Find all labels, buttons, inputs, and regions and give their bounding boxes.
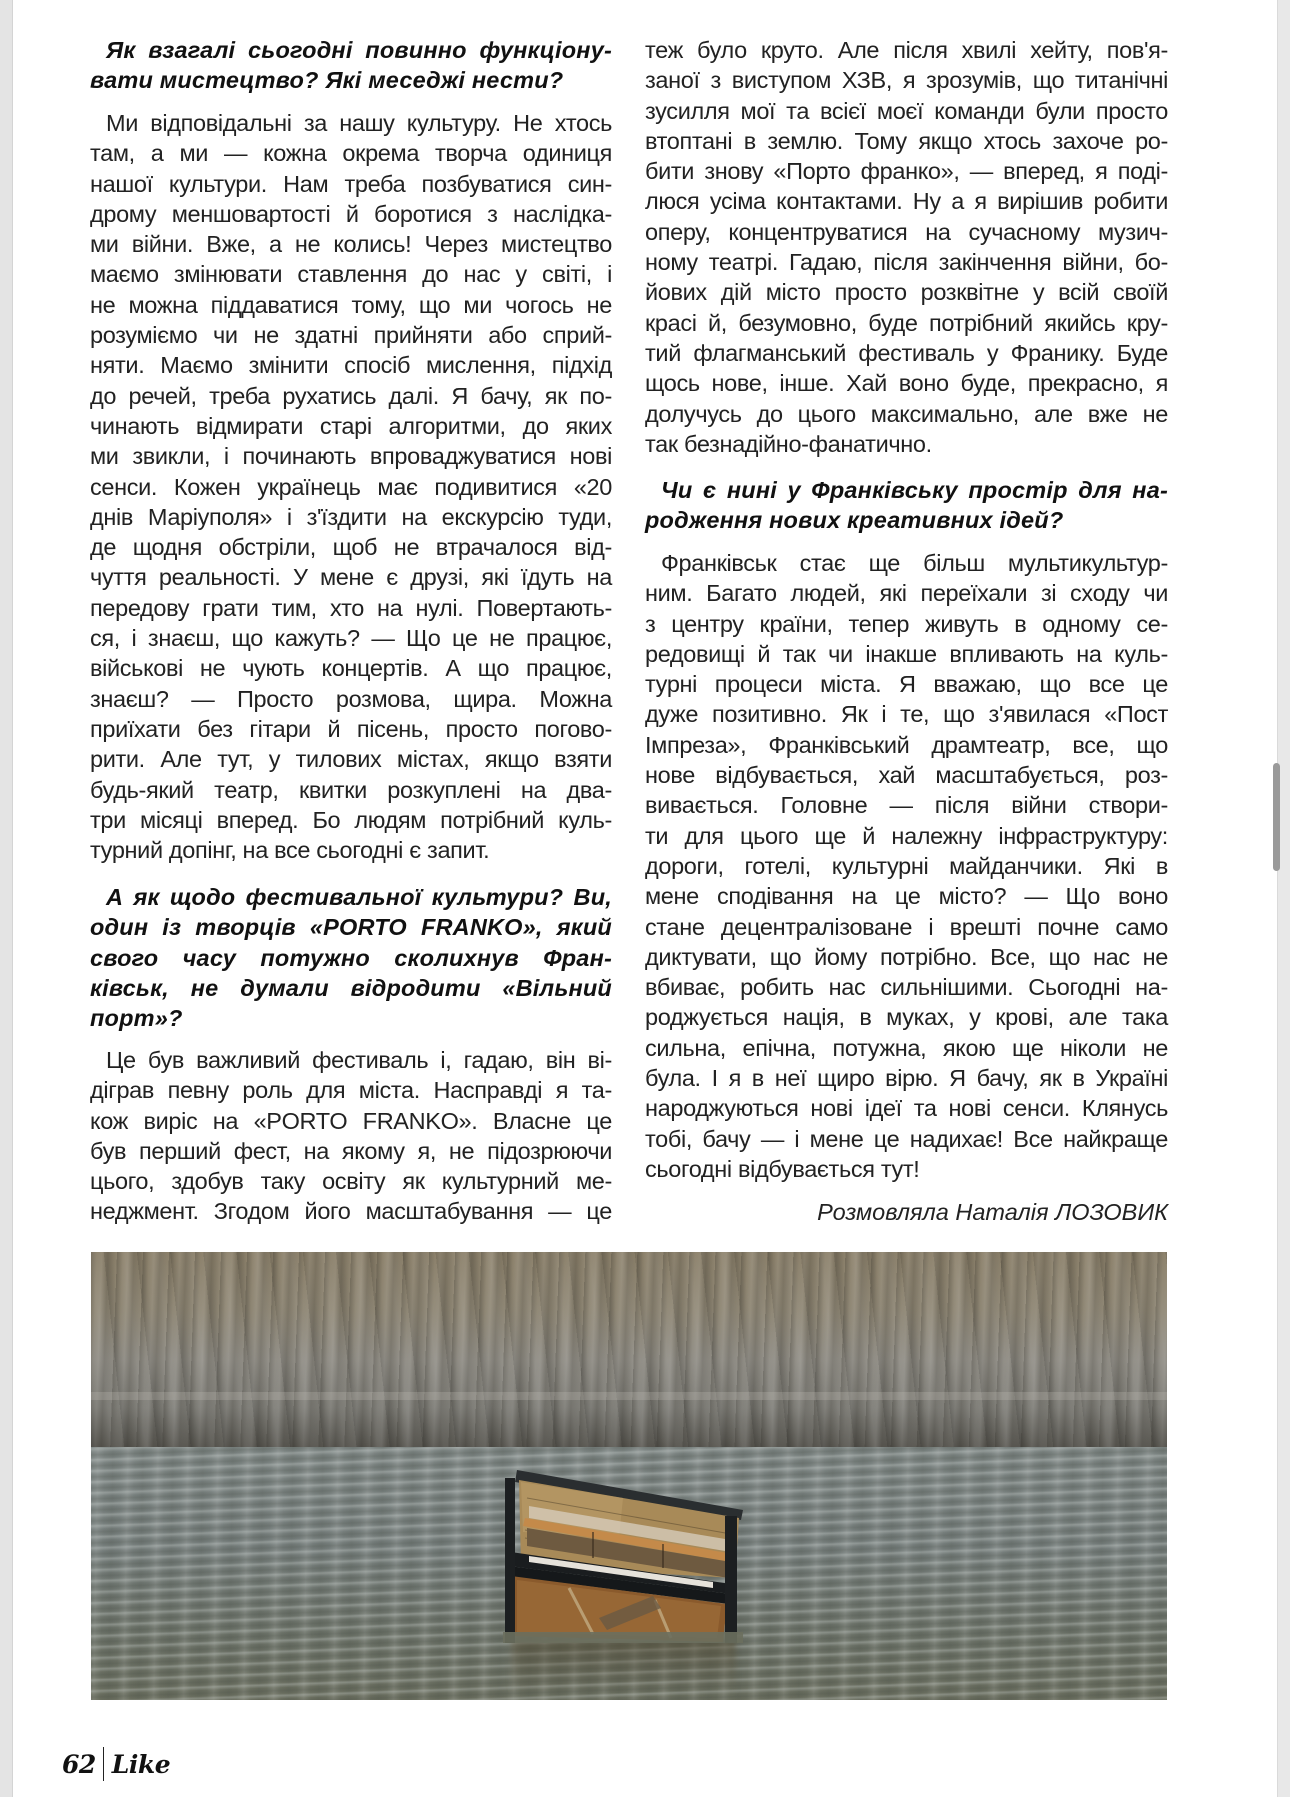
text-line: Франківськ стає ще більш мультикультур- <box>661 550 1168 576</box>
text-line: днів Маріуполя» і з'їздити на екскурсію туди, <box>90 503 612 530</box>
text-line: так безнадійно-фанатично. <box>645 430 932 457</box>
text-line: розуміємо чи не здатні прийняти або сприй- <box>90 322 612 349</box>
text-line: зусилля мої та всієї моєї команди були просто <box>645 97 1168 124</box>
text-line: диктувати, що йому потрібно. Все, що нас не <box>645 943 1168 970</box>
text-line: була. І я в неї щиро вірю. Я бачу, як в Україні <box>645 1065 1168 1092</box>
text-line: передову грати тим, хто на нулі. Повертають- <box>90 594 612 621</box>
text-line: красі й, безумовно, буде потрібний якийсь кру- <box>645 309 1168 336</box>
footer-divider <box>103 1747 104 1781</box>
text-line: ся, і знаєш, що кажуть? — Що це не працює, <box>90 625 612 652</box>
text-line: тий флагманський фестиваль у Франику. Буде <box>645 339 1168 366</box>
text-line: був перший фест, на якому я, не підозрюючи <box>90 1137 612 1164</box>
text-line: маємо змінювати ставлення до нас у світі, і <box>90 261 612 288</box>
text-line: чуття реальності. У мене є друзі, які їдуть на <box>90 564 612 591</box>
text-line: йових дій місто просто розквітне у всій своїй <box>645 279 1168 306</box>
text-line: дуже позитивно. Як і те, що з'явилася «Пост <box>645 701 1168 728</box>
right-paragraph-frankivsk <box>645 548 1168 1184</box>
scrollbar-thumb[interactable] <box>1273 763 1280 871</box>
text-line: ківськ, не думали відродити «Вільний <box>90 974 612 1001</box>
text-line: знаєш? — Просто розмова, щира. Можна <box>90 685 612 712</box>
text-line: вбиває, робить нас сильнішими. Сьогодні на- <box>645 974 1168 1001</box>
text-line: приїхати без гітари й пісень, просто погово- <box>90 715 612 742</box>
text-line: не можна піддаватися тому, що ми чогось не <box>90 291 612 318</box>
text-line: сенси. Кожен українець має подивитися «20 <box>90 473 612 500</box>
text-line: де щодня обстріли, щоб не втрачалося від- <box>90 534 612 561</box>
text-line: нашої культури. Нам треба позбуватися син- <box>90 170 612 197</box>
text-line: з центру країни, тепер живуть в одному се- <box>645 610 1168 637</box>
text-line: вати мистецтво? Які меседжі нести? <box>90 67 564 94</box>
text-line: щось нове, інше. Хай воно буде, прекрасно, я <box>645 370 1168 397</box>
piano-image <box>503 1468 743 1643</box>
text-line: заної з виступом ХЗВ, я зрозумів, що титанічні <box>645 67 1168 94</box>
text-line: оперу, концентруватися на сучасному музич- <box>645 218 1168 245</box>
text-line: нове відбувається, хай масштабується, роз- <box>645 762 1168 789</box>
viewer-left-margin <box>0 0 13 1797</box>
text-line: редовищі й так чи інакше впливають на куль- <box>645 640 1168 667</box>
text-line: будь-який театр, квитки розкуплені на два- <box>90 776 612 803</box>
text-line: роджується нація, в муках, у крові, але така <box>645 1004 1168 1031</box>
text-line: дороги, готелі, культурні майданчики. Які в <box>645 852 1168 879</box>
right-heading-question-frankivsk <box>645 475 1168 536</box>
text-line: один із творців «PORTO FRANKO», який <box>90 914 612 941</box>
text-line: няти. Маємо змінити спосіб мислення, підхід <box>90 352 612 379</box>
text-line: Ми відповідальні за нашу культуру. Не хтось <box>106 110 612 136</box>
text-line: бити знову «Порто франко», — вперед, я поді- <box>645 158 1168 185</box>
left-heading-question-festival <box>90 882 612 1033</box>
page-number: 62 <box>62 1749 96 1779</box>
text-line: турні процеси міста. Я вважаю, що все це <box>645 671 1168 698</box>
text-line: там, а ми — кожна окрема творча одиниця <box>90 140 612 167</box>
text-line: ми звикли, і починають впроваджуватися нові <box>90 443 612 470</box>
text-line: кож виріс на «PORTO FRANKO». Власне це <box>90 1107 612 1134</box>
interviewer-byline: Розмовляла Наталія ЛОЗОВИК <box>817 1199 1168 1225</box>
text-line: люся усіма контактами. Ну а я вирішив робити <box>645 188 1168 215</box>
text-line: А як щодо фестивальної культури? Ви, <box>106 884 612 910</box>
text-line: народжуються нові ідеї та нові сенси. Клянусь <box>645 1095 1168 1122</box>
text-line: військові не чують концертів. А що працює, <box>90 655 612 682</box>
text-line: цього, здобув таку освіту як культурний ме- <box>90 1168 612 1195</box>
photo-cliff <box>91 1252 1167 1447</box>
viewer-scroll-track[interactable] <box>1277 0 1290 1797</box>
right-paragraph-continuation <box>645 35 1168 459</box>
text-line: тобі, бачу — і мене це надихає! Все найкраще <box>645 1125 1168 1152</box>
text-line: діграв певну роль для міста. Насправді я та- <box>90 1077 612 1104</box>
text-line: сильна, епічна, потужна, якою ще ніколи не <box>645 1034 1168 1061</box>
text-line: ним. Багато людей, які переїхали зі сходу чи <box>645 580 1168 607</box>
text-line: сьогодні відбувається тут! <box>645 1155 920 1182</box>
text-line: втоптані в землю. Тому якщо хтось захоче ро- <box>645 127 1168 154</box>
text-line: Як взагалі сьогодні повинно функціону- <box>106 37 612 63</box>
page-footer <box>62 1744 170 1784</box>
text-line: долучусь до цього максимально, але вже не <box>645 400 1168 427</box>
left-heading-question-art <box>90 35 612 96</box>
text-line: три місяці вперед. Бо людям потрібний куль- <box>90 806 612 833</box>
text-line: рити. Але тут, у тилових містах, якщо взяти <box>90 746 612 773</box>
text-line: теж було круто. Але після хвилі хейту, пов'я- <box>645 37 1168 63</box>
text-line: до речей, треба рухатись далі. Я бачу, як по- <box>90 382 612 409</box>
text-line: родження нових креативних ідей? <box>645 507 1064 534</box>
photo-cliff-waterline <box>91 1392 1167 1400</box>
article-photo-piano-in-lake <box>91 1252 1167 1700</box>
text-line: Це був важливий фестиваль і, гадаю, він ві- <box>106 1047 612 1073</box>
text-line: Чи є нині у Франківську простір для на- <box>661 477 1168 503</box>
magazine-name: Like <box>111 1749 171 1779</box>
photo-piano-reflection <box>511 1640 736 1695</box>
text-line: чинають відмирати старі алгоритми, до яких <box>90 412 612 439</box>
left-paragraph-culture <box>90 108 612 865</box>
left-paragraph-porto-franko <box>90 1045 612 1227</box>
text-line: турний допінг, на все сьогодні є запит. <box>90 837 490 864</box>
text-line: дрому меншовартості й боротися з наслідка- <box>90 200 612 227</box>
text-line: мене сподівання на це місто? — Що воно <box>645 883 1168 910</box>
text-line: ти для цього ще й належну інфраструктуру: <box>645 822 1168 849</box>
text-line: стане децентралізоване і врешті почне само <box>645 913 1168 940</box>
text-line: неджмент. Згодом його масштабування — це <box>90 1198 612 1225</box>
text-line: порт»? <box>90 1005 183 1032</box>
text-line: ми війни. Вже, а не колись! Через мистецтво <box>90 231 612 258</box>
text-line: ному театрі. Гадаю, після закінчення війни, бо- <box>645 249 1168 276</box>
text-line: вивається. Головне — після війни створи- <box>645 792 1168 819</box>
text-line: Імпреза», Франківський драмтеатр, все, що <box>645 731 1168 758</box>
text-line: свого часу потужно сколихнув Фран- <box>90 944 612 971</box>
